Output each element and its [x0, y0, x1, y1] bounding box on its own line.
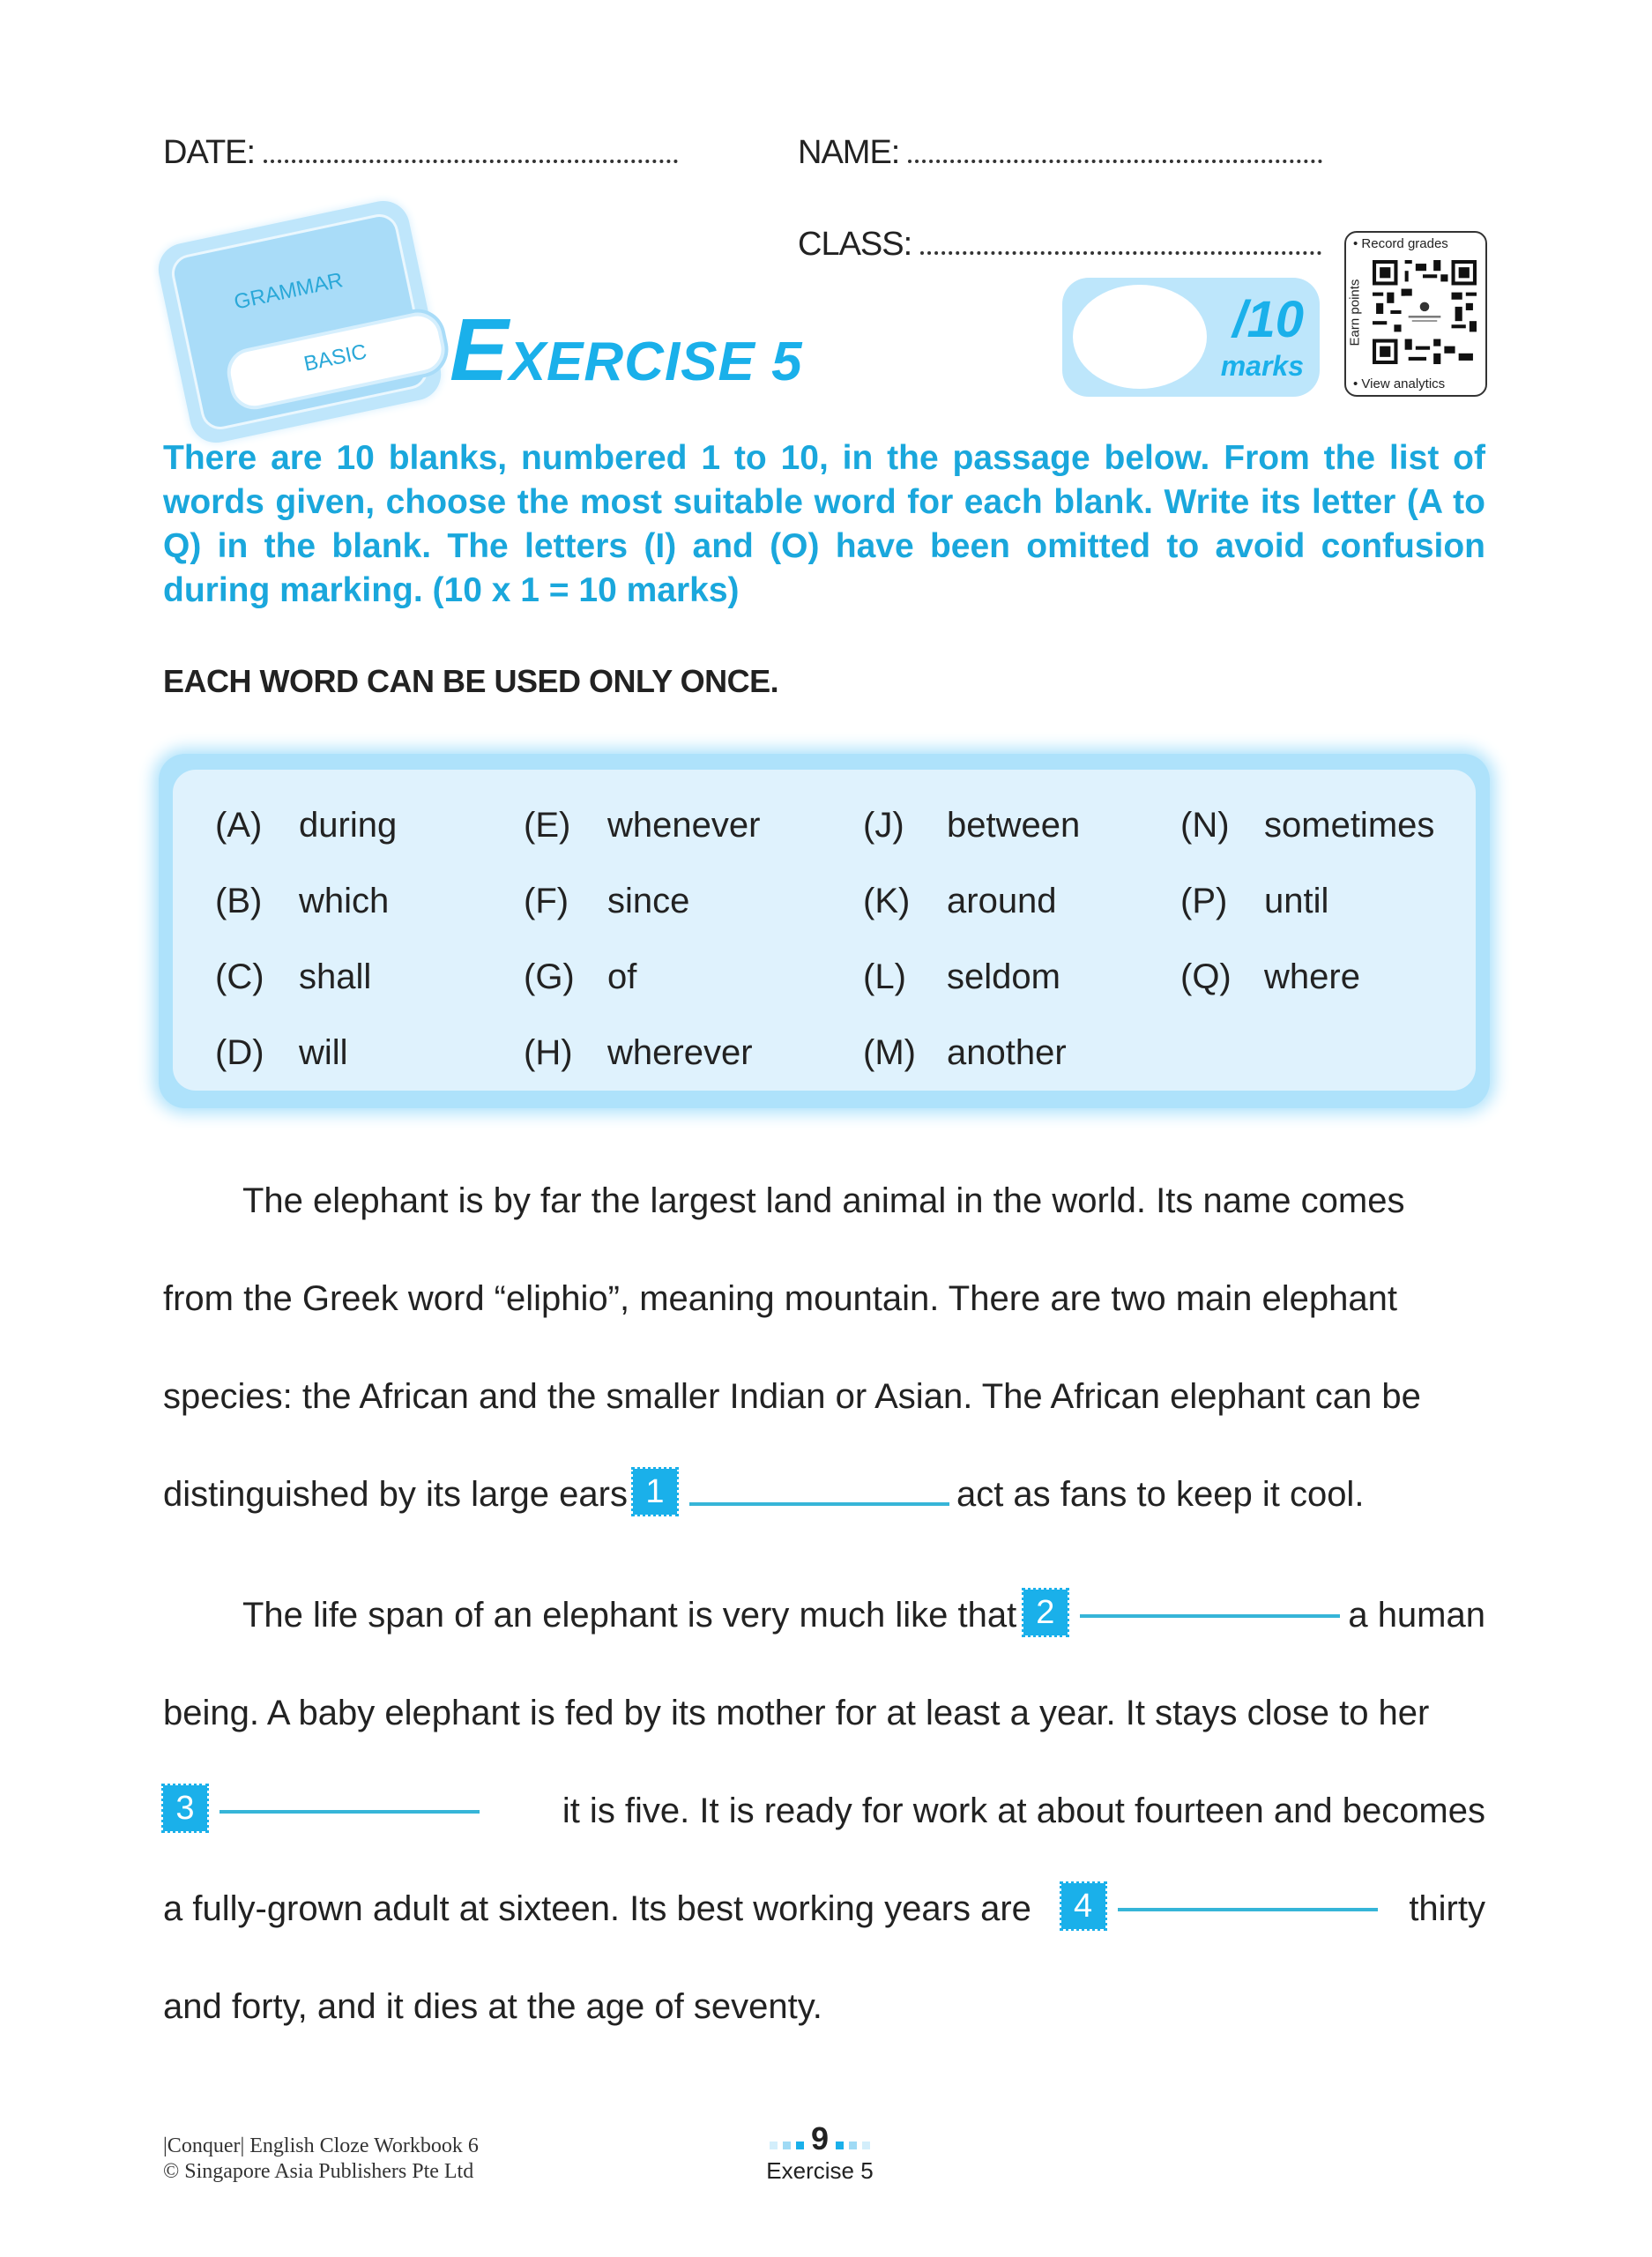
- option-word: around: [947, 882, 1057, 920]
- option-letter: (N): [1180, 806, 1230, 845]
- blank-number-1: 1: [633, 1469, 677, 1515]
- option-letter: (M): [863, 1033, 916, 1072]
- usage-rule: EACH WORD CAN BE USED ONLY ONCE.: [163, 663, 779, 699]
- option-word: of: [607, 957, 637, 996]
- option-letter: (F): [524, 882, 569, 920]
- option-word: between: [947, 806, 1081, 845]
- option-word: wherever: [607, 1033, 753, 1072]
- passage-text: thirty: [1409, 1889, 1485, 1928]
- passage-text: The life span of an elephant is very much like that: [242, 1596, 1017, 1635]
- option-word: whenever: [607, 806, 761, 845]
- passage-line: [163, 1591, 1485, 1635]
- decor-square-icon: [862, 2142, 870, 2149]
- badge-level: BASIC: [301, 339, 369, 376]
- option-letter: (G): [524, 957, 575, 996]
- passage-line: [163, 1471, 1485, 1515]
- option-letter: (A): [215, 806, 263, 845]
- option-letter: (B): [215, 882, 263, 920]
- blank-number-3: 3: [163, 1785, 207, 1831]
- option-letter: (K): [863, 882, 911, 920]
- marks-label: marks: [1220, 350, 1304, 382]
- passage-text: it is five. It is ready for work at about fourteen and becomes: [562, 1791, 1485, 1830]
- page-number-block: [758, 2120, 882, 2157]
- title-rest: XERCISE 5: [509, 331, 803, 392]
- decor-square-icon: [796, 2142, 804, 2149]
- page-number: 9: [810, 2120, 830, 2156]
- passage: [163, 0, 1485, 2116]
- blank-number-4: 4: [1061, 1883, 1105, 1929]
- decor-square-icon: [836, 2142, 844, 2149]
- qr-view-analytics: • View analytics: [1353, 376, 1446, 391]
- footer-book-title: |Conquer| English Cloze Workbook 6: [163, 2134, 479, 2157]
- option-letter: (C): [215, 957, 264, 996]
- footer-section: Exercise 5: [766, 2157, 874, 2184]
- date-label: DATE:: [163, 134, 256, 171]
- passage-line: [163, 1373, 1485, 1417]
- answer-blank-1[interactable]: [689, 1502, 949, 1506]
- option-letter: (L): [863, 957, 906, 996]
- option-letter: (J): [863, 806, 904, 845]
- option-letter: (H): [524, 1033, 573, 1072]
- option-letter: (P): [1180, 882, 1228, 920]
- name-label: NAME:: [798, 134, 900, 171]
- option-word: until: [1264, 882, 1329, 920]
- passage-line: [163, 1689, 1485, 1733]
- decor-square-icon: [783, 2142, 791, 2149]
- blank-number-2: 2: [1023, 1590, 1068, 1635]
- option-word: shall: [299, 957, 372, 996]
- answer-blank-2[interactable]: [1080, 1614, 1340, 1618]
- passage-text: The elephant is by far the largest land animal in the world. Its name comes: [242, 1181, 1405, 1220]
- passage-line: [163, 1885, 1485, 1929]
- footer-credits: [163, 2134, 479, 2185]
- option-word: during: [299, 806, 398, 845]
- option-letter: (Q): [1180, 957, 1232, 996]
- decor-square-icon: [770, 2142, 778, 2149]
- passage-text: act as fans to keep it cool.: [956, 1475, 1365, 1514]
- passage-text: from the Greek word “eliphio”, meaning mountain. There are two main elephant: [163, 1279, 1397, 1318]
- decor-square-icon: [849, 2142, 857, 2149]
- answer-blank-4[interactable]: [1118, 1908, 1378, 1911]
- title-initial: E: [450, 301, 510, 399]
- passage-text: being. A baby elephant is fed by its mother for at least a year. It stays close to her: [163, 1694, 1430, 1732]
- qr-earn-points: Earn points: [1347, 279, 1363, 346]
- option-word: seldom: [947, 957, 1060, 996]
- passage-text: a human: [1348, 1596, 1485, 1635]
- qr-record-grades: • Record grades: [1353, 236, 1448, 251]
- passage-text: species: the African and the smaller Indian or Asian. The African elephant can be: [163, 1377, 1421, 1416]
- passage-line: [163, 1983, 1485, 2027]
- answer-blank-3[interactable]: [220, 1810, 480, 1814]
- passage-text: distinguished by its large ears: [163, 1475, 628, 1514]
- passage-line: [163, 1275, 1485, 1319]
- passage-text: a fully-grown adult at sixteen. Its best working years are: [163, 1889, 1031, 1928]
- passage-text: and forty, and it dies at the age of seventy.: [163, 1987, 822, 2026]
- marks-total: /10: [1232, 291, 1304, 348]
- option-letter: (E): [524, 806, 571, 845]
- option-word: will: [299, 1033, 348, 1072]
- badge-category: GRAMMAR: [232, 268, 346, 315]
- footer-copyright: © Singapore Asia Publishers Pte Ltd: [163, 2160, 474, 2183]
- option-word: since: [607, 882, 690, 920]
- instructions: There are 10 blanks, numbered 1 to 10, in the passage below. From the list of words given, choose the most suitable word for each blank. Write its letter (A to Q) in the blank. The letters (I) and (O) have been omitted to avoid confusion during marking. (10 x 1 = 10 marks): [163, 439, 1485, 609]
- option-word: where: [1264, 957, 1360, 996]
- passage-line: [163, 1787, 1485, 1831]
- passage-line: [163, 1177, 1485, 1221]
- class-label: CLASS:: [798, 226, 912, 263]
- option-word: sometimes: [1264, 806, 1435, 845]
- option-letter: (D): [215, 1033, 264, 1072]
- option-word: which: [299, 882, 390, 920]
- option-word: another: [947, 1033, 1067, 1072]
